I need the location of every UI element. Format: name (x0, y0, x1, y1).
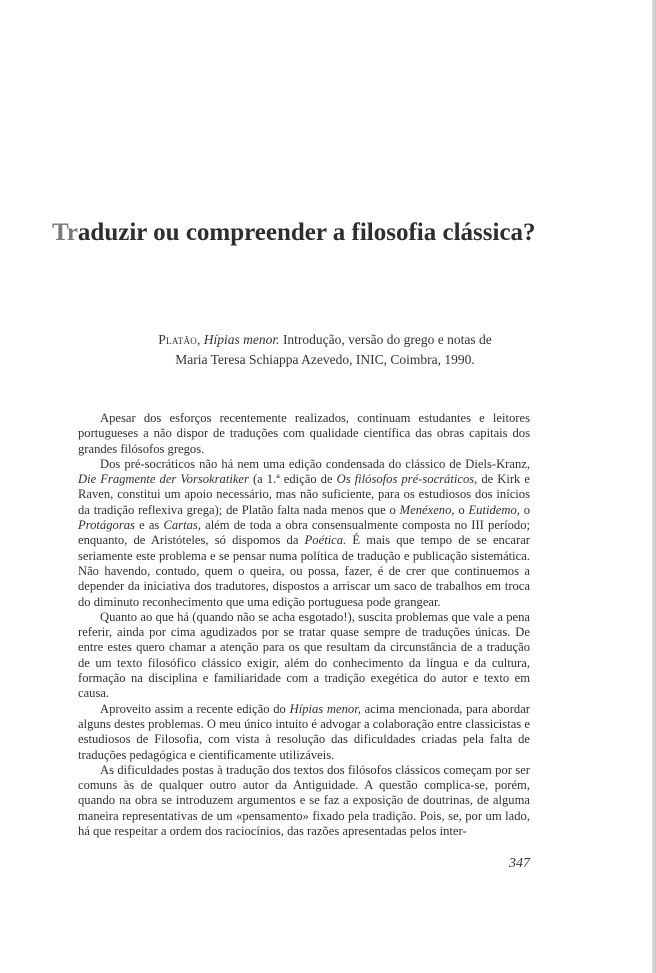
body-paragraph (78, 763, 530, 839)
italic-title: Poética. (304, 533, 347, 548)
italic-title: Protágoras (78, 518, 135, 533)
italic-title: Cartas, (163, 518, 201, 533)
reference-line-1: Platão, Hípias menor. Introdução, versão do grego e notas de (158, 332, 492, 347)
article-title (52, 218, 612, 248)
body-text (78, 411, 530, 839)
page-edge-shadow (652, 0, 656, 973)
paragraph-text: Quanto ao que há (quando não se acha esgotado!), suscita problemas que vale a pena referir, ainda por cima agudizados por se tratar quase sempre de traduções únicas. De entre estes quero chamar a atenção para os que resultam da circunstância de a tradução de um texto filosófico clássico exigir, além do conhecimento da língua e da cultura, formação na disciplina e familiaridade com a tradição exegética do autor e texto em causa. (78, 609, 530, 701)
title-first-letters: Tr (52, 219, 78, 246)
body-paragraph (78, 702, 530, 763)
book-reference (120, 330, 530, 370)
reference-author: Platão (158, 332, 198, 347)
reference-line-2: Maria Teresa Schiappa Azevedo, INIC, Coimbra, 1990. (175, 352, 475, 367)
paragraph-text: além de toda a obra consensualmente composta no III período; enquanto, de Aristóteles, só dispomos da (78, 518, 530, 548)
page-number: 347 (509, 856, 530, 871)
paragraph-text: É mais que tempo de se encarar seriamente este problema e se pensar numa política de tradução e publicação sistemática. Não havendo, contudo, quem o queira, ou possa, fazer, é de crer que continuemos a depender da iniciativa dos tradutores, dispostos a arriscar um saco de trabalhos em troca do diminuto reconhecimento que uma edição portuguesa pode grangear. (78, 533, 530, 609)
italic-title: Eutidemo, (468, 502, 520, 517)
italic-title: Menéxeno, (399, 502, 455, 517)
italic-title: Hípias menor, (289, 701, 361, 716)
body-paragraph (78, 610, 530, 702)
paragraph-text: de Kirk e Raven, constitui um apoio necessário, mas não suficiente, para os estudiosos dos inícios da tradição reflexiva grega); de Platão falta nada menos que o (78, 472, 530, 517)
paragraph-text: Apesar dos esforços recentemente realizados, continuam estudantes e leitores portugueses a não dispor de traduções com qualidade científica das obras capitais dos grandes filósofos gregos. (78, 411, 530, 456)
paragraph-text: o (454, 502, 469, 517)
paragraph-text: As dificuldades postas à tradução dos textos dos filósofos clássicos começam por ser comuns às de qualquer outro autor da Antiguidade. A questão complica-se, porém, quando na obra se introduzem argumentos e se faz a exposição de doutrinas, de alguma maneira representativas de um «pensamento» fixado pela tradição. Pois, se, por um lado, há que respeitar a ordem dos raciocínios, das razões apresentadas pelos inter- (78, 762, 530, 839)
italic-title: Die Fragmente der Vorsokratiker (78, 472, 249, 487)
reference-work: Hípias menor. (203, 332, 280, 347)
paragraph-text: o (519, 502, 530, 517)
paragraph-text: Aproveito assim a recente edição do (100, 701, 290, 716)
reference-line1-rest: Introdução, versão do grego e notas de (279, 332, 492, 347)
paragraph-text: e as (134, 518, 164, 533)
title-rest: aduzir ou compreender a filosofia clássica? (77, 219, 536, 246)
body-paragraph (78, 411, 530, 457)
paragraph-text: acima mencionada, para abordar alguns destes problemas. O meu único intuito é advogar a colaboração entre classicistas e estudiosos de Filosofia, com vista à resolução das dificuldades criadas pela falta de traduções pedagógica e cientificamente utilizáveis. (78, 701, 530, 762)
paragraph-text: Dos pré-socráticos não há nem uma edição condensada do clássico de Diels-Kranz, (100, 456, 530, 471)
body-paragraph (78, 457, 530, 610)
italic-title: Os filósofos pré-socráticos, (336, 472, 478, 487)
paragraph-text: (a 1.ª edição de (248, 472, 337, 487)
